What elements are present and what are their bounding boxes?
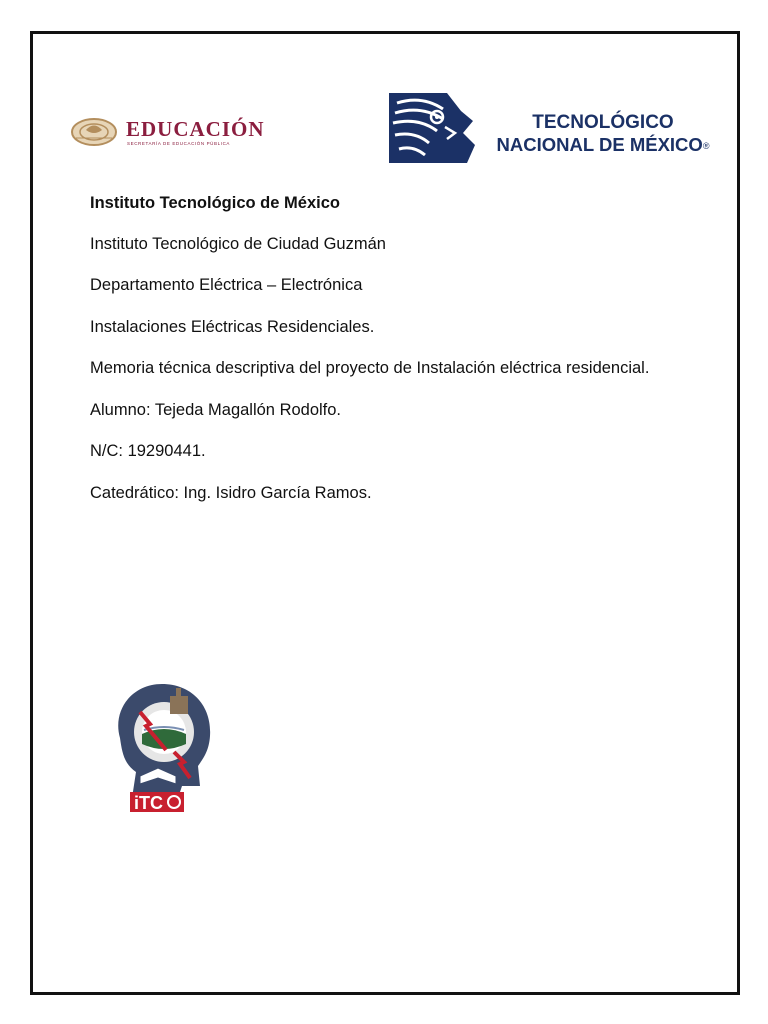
tecnm-eagle-emblem-icon xyxy=(389,93,483,163)
course-name: Instalaciones Eléctricas Residenciales. xyxy=(90,318,375,336)
educacion-logo xyxy=(70,112,310,152)
campus-name: Instituto Tecnológico de Ciudad Guzmán xyxy=(90,235,386,253)
tecnm-line2 xyxy=(493,134,713,157)
institution-heading: Instituto Tecnológico de México xyxy=(90,194,340,212)
registered-mark: ® xyxy=(702,141,710,152)
itc-label: iTC xyxy=(134,793,163,813)
project-title: Memoria técnica descriptiva del proyecto de Instalación eléctrica residencial. xyxy=(90,359,650,377)
professor-name: Catedrático: Ing. Isidro García Ramos. xyxy=(90,484,372,502)
tecnm-line2-text: NACIONAL DE MÉXICO xyxy=(496,134,703,155)
tecnm-line1: TECNOLÓGICO xyxy=(532,112,674,133)
tecnm-logo-text xyxy=(493,112,713,157)
itcg-logo xyxy=(110,680,216,814)
control-number: N/C: 19290441. xyxy=(90,442,206,460)
educacion-subtitle: SECRETARÍA DE EDUCACIÓN PÚBLICA xyxy=(127,141,231,146)
educacion-title: EDUCACIÓN xyxy=(126,117,265,141)
department-name: Departamento Eléctrica – Electrónica xyxy=(90,276,363,294)
cover-text xyxy=(90,188,676,508)
mexico-coat-of-arms-icon xyxy=(72,119,116,145)
page-border xyxy=(30,31,740,995)
student-name: Alumno: Tejeda Magallón Rodolfo. xyxy=(90,401,342,419)
head-gear-emblem-icon xyxy=(118,684,210,798)
